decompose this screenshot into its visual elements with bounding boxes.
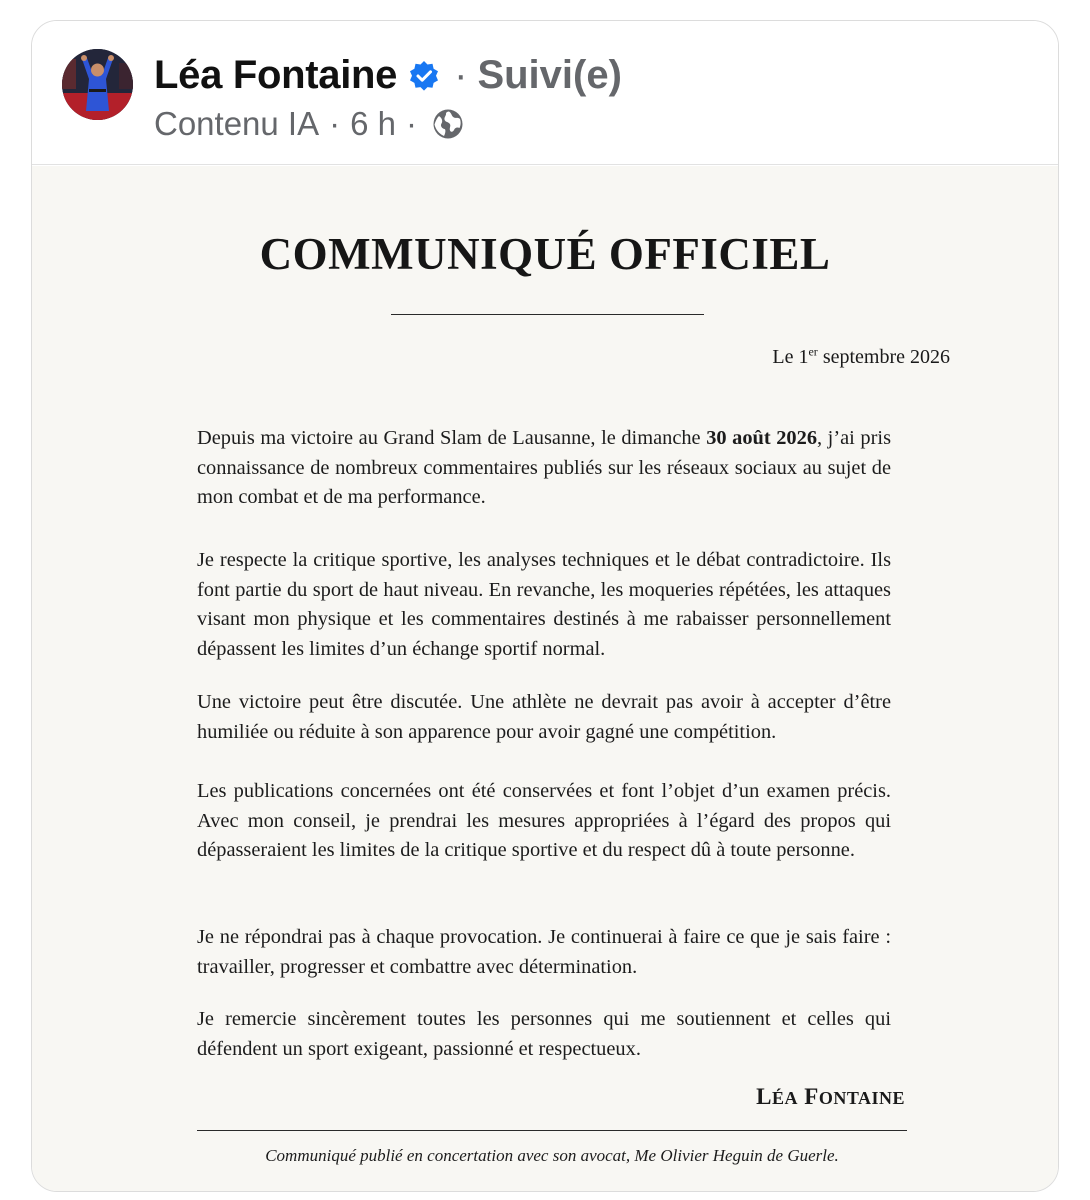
separator-dot: · bbox=[406, 105, 417, 142]
follow-status[interactable]: Suivi(e) bbox=[477, 52, 622, 97]
footnote: Communiqué publié en concertation avec son avocat, Me Olivier Heguin de Guerle. bbox=[265, 1146, 839, 1165]
signature: LÉA FONTAINE bbox=[756, 1084, 905, 1109]
footer-divider bbox=[197, 1130, 907, 1131]
paragraph-3: Une victoire peut être discutée. Une athlète ne devrait pas avoir à accepter d’être humiliée ou réduite à son apparence pour avoir gagné une compétition. bbox=[197, 691, 891, 743]
statement-date: Le 1er septembre 2026 bbox=[772, 344, 950, 368]
official-statement-image bbox=[32, 166, 1058, 1192]
globe-icon[interactable] bbox=[431, 107, 465, 141]
paragraph-1: Depuis ma victoire au Grand Slam de Lausanne, le dimanche 30 août 2026, j’ai pris connaissance de nombreux commentaires publiés sur les réseaux sociaux au sujet de mon combat et de ma performance. bbox=[197, 427, 892, 508]
paragraph-2: Je respecte la critique sportive, les analyses techniques et le débat contradictoire. Ils font partie du sport de haut niveau. En revanche, les moqueries répétées, les attaques visant mon physique et les commentaires destinés à me rabaisser personnellement dépassent les limites d’un échange sportif normal. bbox=[197, 549, 891, 660]
avatar-photo-icon bbox=[62, 49, 133, 120]
post-header bbox=[32, 21, 1058, 165]
title-divider bbox=[391, 314, 704, 315]
post-meta bbox=[154, 103, 465, 145]
separator-dot: · bbox=[329, 105, 341, 142]
ai-content-label[interactable]: Contenu IA bbox=[154, 105, 320, 142]
post-time[interactable]: 6 h bbox=[350, 105, 396, 142]
post-card bbox=[31, 20, 1059, 1192]
paragraph-4: Les publications concernées ont été conservées et font l’objet d’un examen précis. Avec mon conseil, je prendrai les mesures appropriées à l’égard des propos qui dépasseraient les limites de la critique sportive et du respect dû à toute personne. bbox=[197, 780, 891, 861]
avatar[interactable] bbox=[62, 49, 133, 120]
author-row bbox=[154, 49, 622, 101]
author-name[interactable]: Léa Fontaine bbox=[154, 52, 398, 97]
paragraph-6: Je remercie sincèrement toutes les personnes qui me soutiennent et celles qui défendent un sport exigeant, passionné et respectueux. bbox=[197, 1008, 891, 1060]
paragraph-5: Je ne répondrai pas à chaque provocation. Je continuerai à faire ce que je sais faire : travailler, progresser et combattre avec détermination. bbox=[197, 926, 891, 978]
statement-title: COMMUNIQUÉ OFFICIEL bbox=[259, 229, 831, 279]
verified-badge-icon bbox=[408, 60, 440, 92]
separator-dot: · bbox=[454, 52, 468, 97]
